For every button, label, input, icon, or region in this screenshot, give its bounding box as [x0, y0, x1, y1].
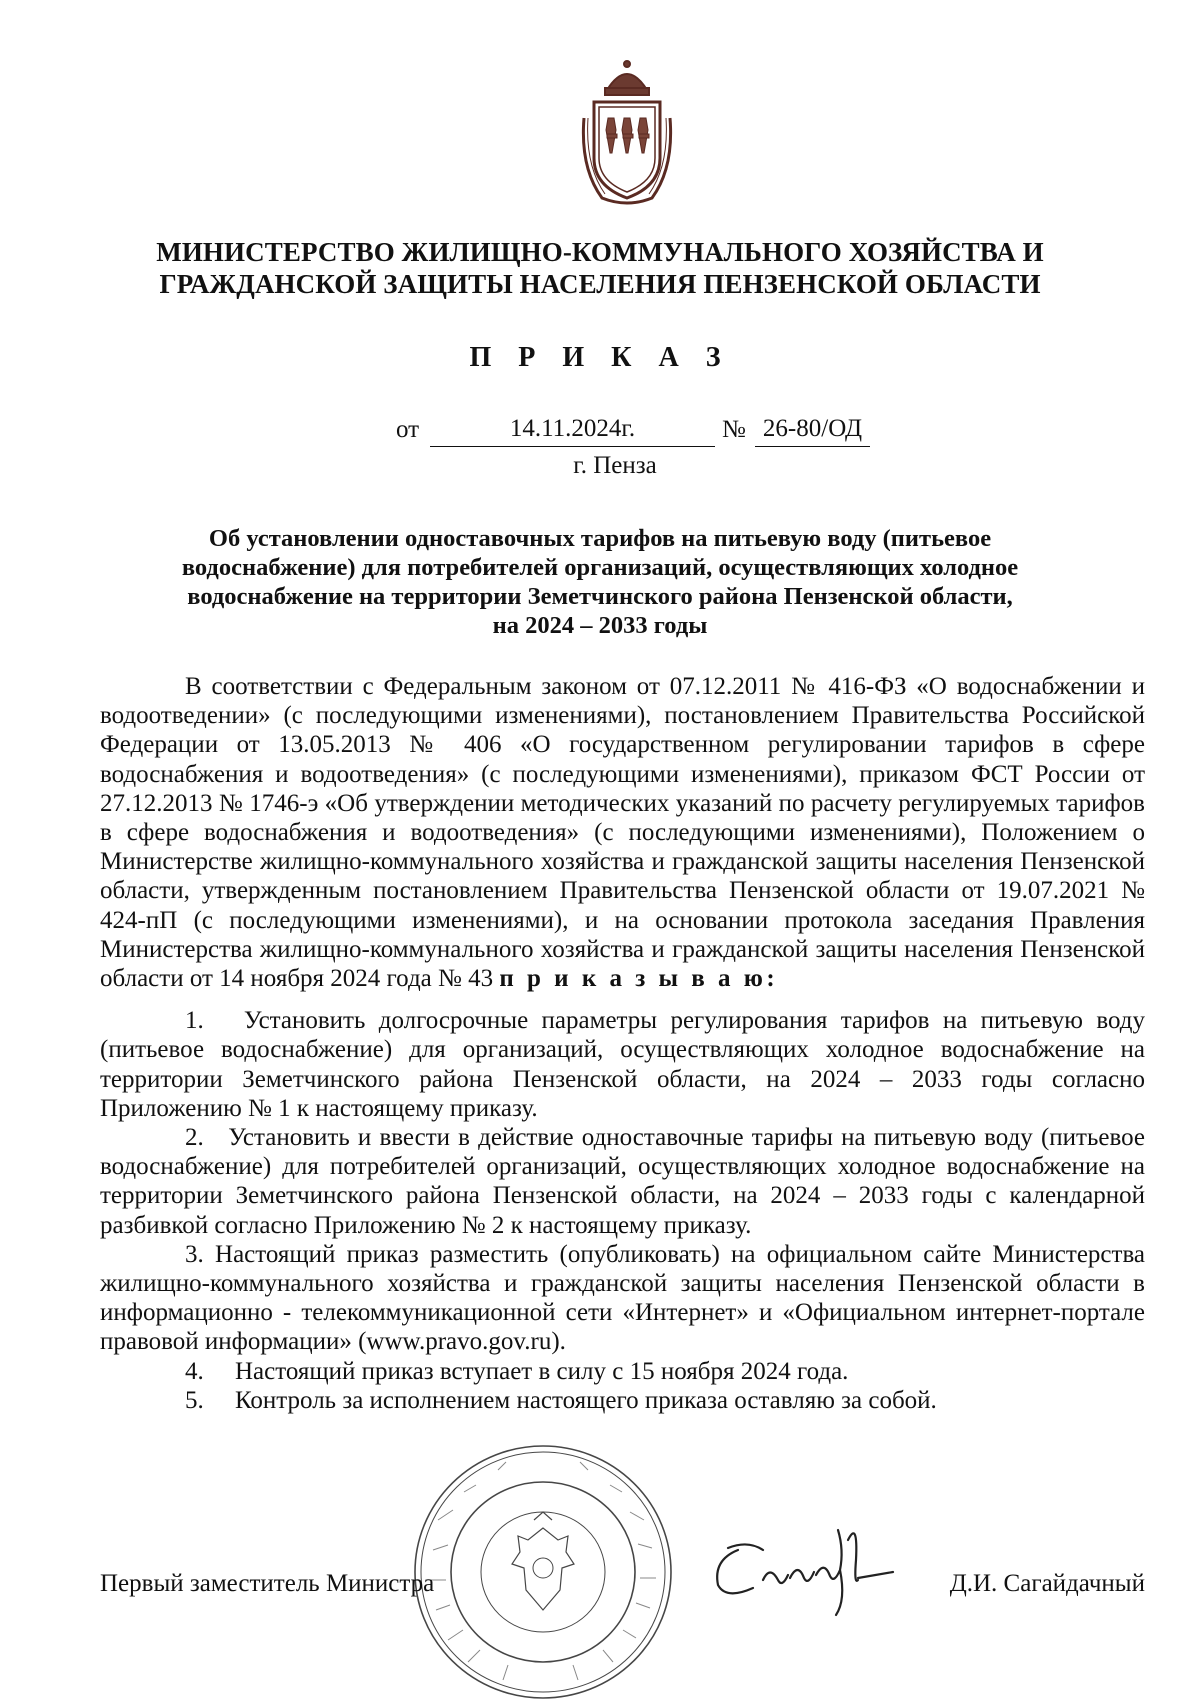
order-body	[100, 672, 1145, 1415]
item-text: Установить и ввести в действие одноставочные тарифы на питьевую воду (питьевое водоснабжение) для потребителей организаций, осуществляющих холодное водоснабжение на территории Земетчинского района Пензенской области, на 2024 – 2033 годы с календарной разбивкой согласно Приложению № 2 к настоящему приказу.	[100, 1124, 1146, 1239]
signer-position: Первый заместитель Министра	[100, 1570, 435, 1597]
subject-line-4: на 2024 – 2033 годы	[492, 612, 708, 639]
item-number: 4.	[185, 1357, 204, 1385]
city: г. Пенза	[573, 452, 657, 479]
order-item-5	[100, 1386, 1145, 1415]
item-number: 2.	[185, 1124, 204, 1152]
ministry-name-line-2: ГРАЖДАНСКОЙ ЗАЩИТЫ НАСЕЛЕНИЯ ПЕНЗЕНСКОЙ ОБЛАСТИ	[159, 269, 1041, 299]
coat-of-arms-icon	[572, 58, 682, 208]
order-subject	[150, 524, 1050, 640]
preamble-paragraph	[100, 672, 1145, 993]
order-item-1	[100, 1006, 1145, 1123]
item-text: Установить долгосрочные параметры регулирования тарифов на питьевую воду (питьевое водоснабжение) для организаций, осуществляющих холодное водоснабжение на территории Земетчинского района Пензенской области, на 2024 – 2033 годы согласно Приложению № 1 к настоящему приказу.	[100, 1007, 1145, 1122]
date-number-row	[0, 412, 1200, 448]
subject-line-2: водоснабжение) для потребителей организаций, осуществляющих холодное	[181, 554, 1019, 581]
subject-line-3: водоснабжение на территории Земетчинского района Пензенской области,	[187, 583, 1013, 610]
item-text: Настоящий приказ разместить (опубликовать) на официальном сайте Министерства жилищно-коммунального хозяйства и гражданской защиты населения Пензенской области в информационно - телекоммуникационной сети «Интернет» и «Официальном интернет-портале правовой информации» (www.pravo.gov.ru).	[100, 1240, 1146, 1356]
order-number: 26-80/ОД	[755, 412, 870, 447]
order-item-4	[100, 1357, 1145, 1386]
date-prefix: от	[396, 416, 420, 443]
order-word: п р и к а з ы в а ю:	[499, 965, 779, 993]
ministry-name-line-1: МИНИСТЕРСТВО ЖИЛИЩНО-КОММУНАЛЬНОГО ХОЗЯЙСТВА И	[156, 237, 1044, 267]
signature-block	[100, 1570, 1145, 1606]
signer-name: Д.И. Сагайдачный	[949, 1570, 1145, 1597]
preamble-text: В соответствии с Федеральным законом от 07.12.2011 № 416-ФЗ «О водоснабжении и водоотведении» (с последующими изменениями), постановлением Правительства Российской Федерации от 13.05.2013 № 406 «О государственном регулировании тарифов в сфере водоснабжения и водоотведения» (с последующими изменениями), приказом ФСТ России от 27.12.2013 № 1746-э «Об утверждении методических указаний по расчету регулируемых тарифов в сфере водоснабжения и водоотведения» (с последующими изменениями), Положением о Министерстве жилищно-коммунального хозяйства и гражданской защиты населения Пензенской области, утвержденным постановлением Правительства Пензенской области от 19.07.2021 № 424-пП (с последующими изменениями), и на основании протокола заседания Правления Министерства жилищно-коммунального хозяйства и гражданской защиты населения Пензенской области от 14 ноября 2024 года № 43	[100, 673, 1145, 993]
item-number: 1.	[185, 1007, 204, 1035]
order-date: 14.11.2024г.	[430, 412, 715, 447]
item-text: Настоящий приказ вступает в силу с 15 ноября 2024 года.	[235, 1357, 849, 1385]
item-text: Контроль за исполнением настоящего приказа оставляю за собой.	[235, 1386, 937, 1414]
order-item-2	[100, 1123, 1145, 1240]
order-items	[100, 1006, 1145, 1415]
document-type-title: П Р И К А З	[469, 342, 731, 373]
item-number: 3.	[185, 1240, 204, 1268]
order-item-3	[100, 1240, 1145, 1357]
ministry-name	[100, 236, 1100, 300]
number-prefix: №	[722, 416, 746, 443]
subject-line-1: Об установлении одноставочных тарифов на питьевую воду (питьевое	[208, 525, 992, 552]
item-number: 5.	[185, 1386, 204, 1414]
